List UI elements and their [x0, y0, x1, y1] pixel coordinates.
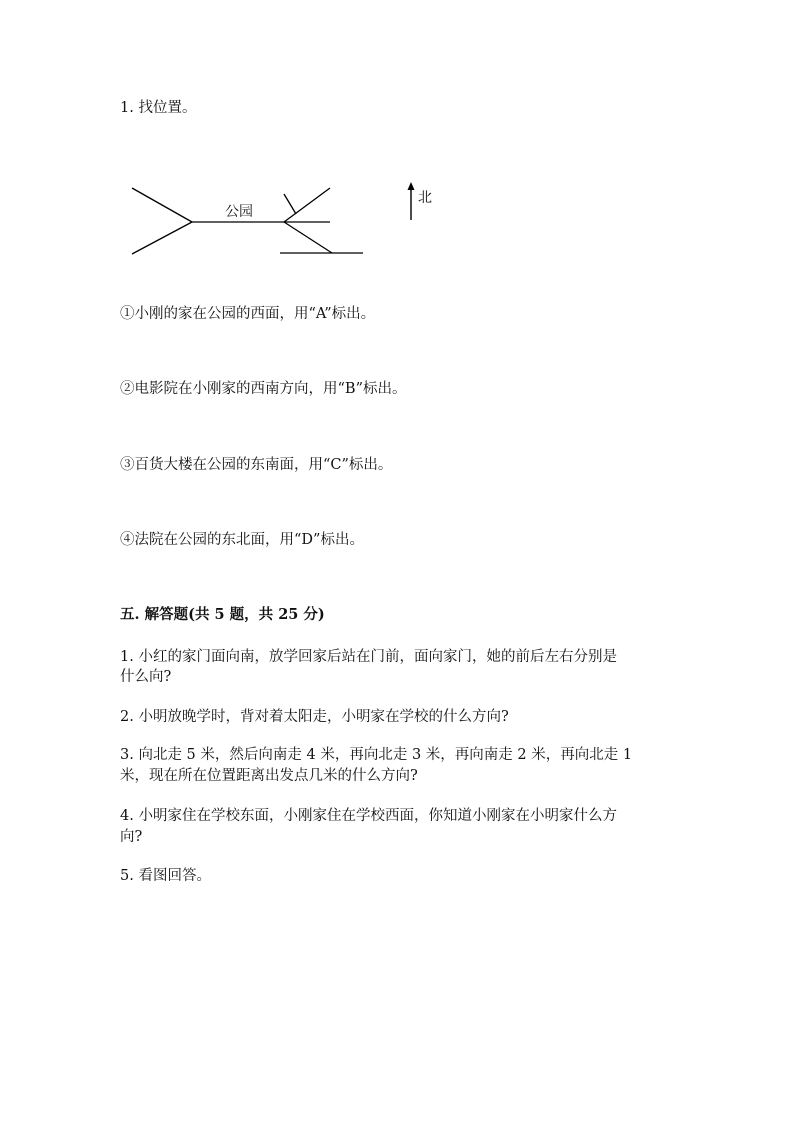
- find-item-4: ④法院在公园的东北面，用“D”标出。: [120, 532, 364, 548]
- question-5-line-1: 5. 看图回答。: [120, 868, 211, 884]
- north-label: 北: [418, 190, 432, 206]
- road-upper-right-short: [284, 194, 296, 214]
- road-lower-left: [132, 222, 192, 254]
- section-heading: 五. 解答题(共 5 题，共 25 分): [120, 606, 325, 623]
- question-3-line-2: 米，现在所在位置距离出发点几米的什么方向?: [120, 768, 418, 784]
- find-item-3: ③百货大楼在公园的东南面，用“C”标出。: [120, 457, 393, 473]
- find-item-2: ②电影院在小刚家的西南方向，用“B”标出。: [120, 381, 407, 397]
- question-1-line-1: 1. 小红的家门面向南，放学回家后站在门前，面向家门，她的前后左右分别是: [120, 649, 617, 665]
- question-title: 1. 找位置。: [120, 100, 197, 116]
- park-label: 公园: [225, 204, 253, 220]
- question-2-line-1: 2. 小明放晚学时，背对着太阳走，小明家在学校的什么方向?: [120, 709, 509, 725]
- road-upper-left: [132, 188, 192, 222]
- question-4-line-2: 向?: [120, 829, 143, 845]
- find-item-1: ①小刚的家在公园的西面，用“A”标出。: [120, 306, 376, 322]
- road-lower-right: [284, 222, 332, 253]
- question-4-line-1: 4. 小明家住在学校东面，小刚家住在学校西面，你知道小刚家在小明家什么方: [120, 808, 617, 824]
- question-1-line-2: 什么向?: [120, 669, 172, 685]
- question-3-line-1: 3. 向北走 5 米，然后向南走 4 米，再向北走 3 米，再向南走 2 米，再向北走 1: [120, 747, 633, 763]
